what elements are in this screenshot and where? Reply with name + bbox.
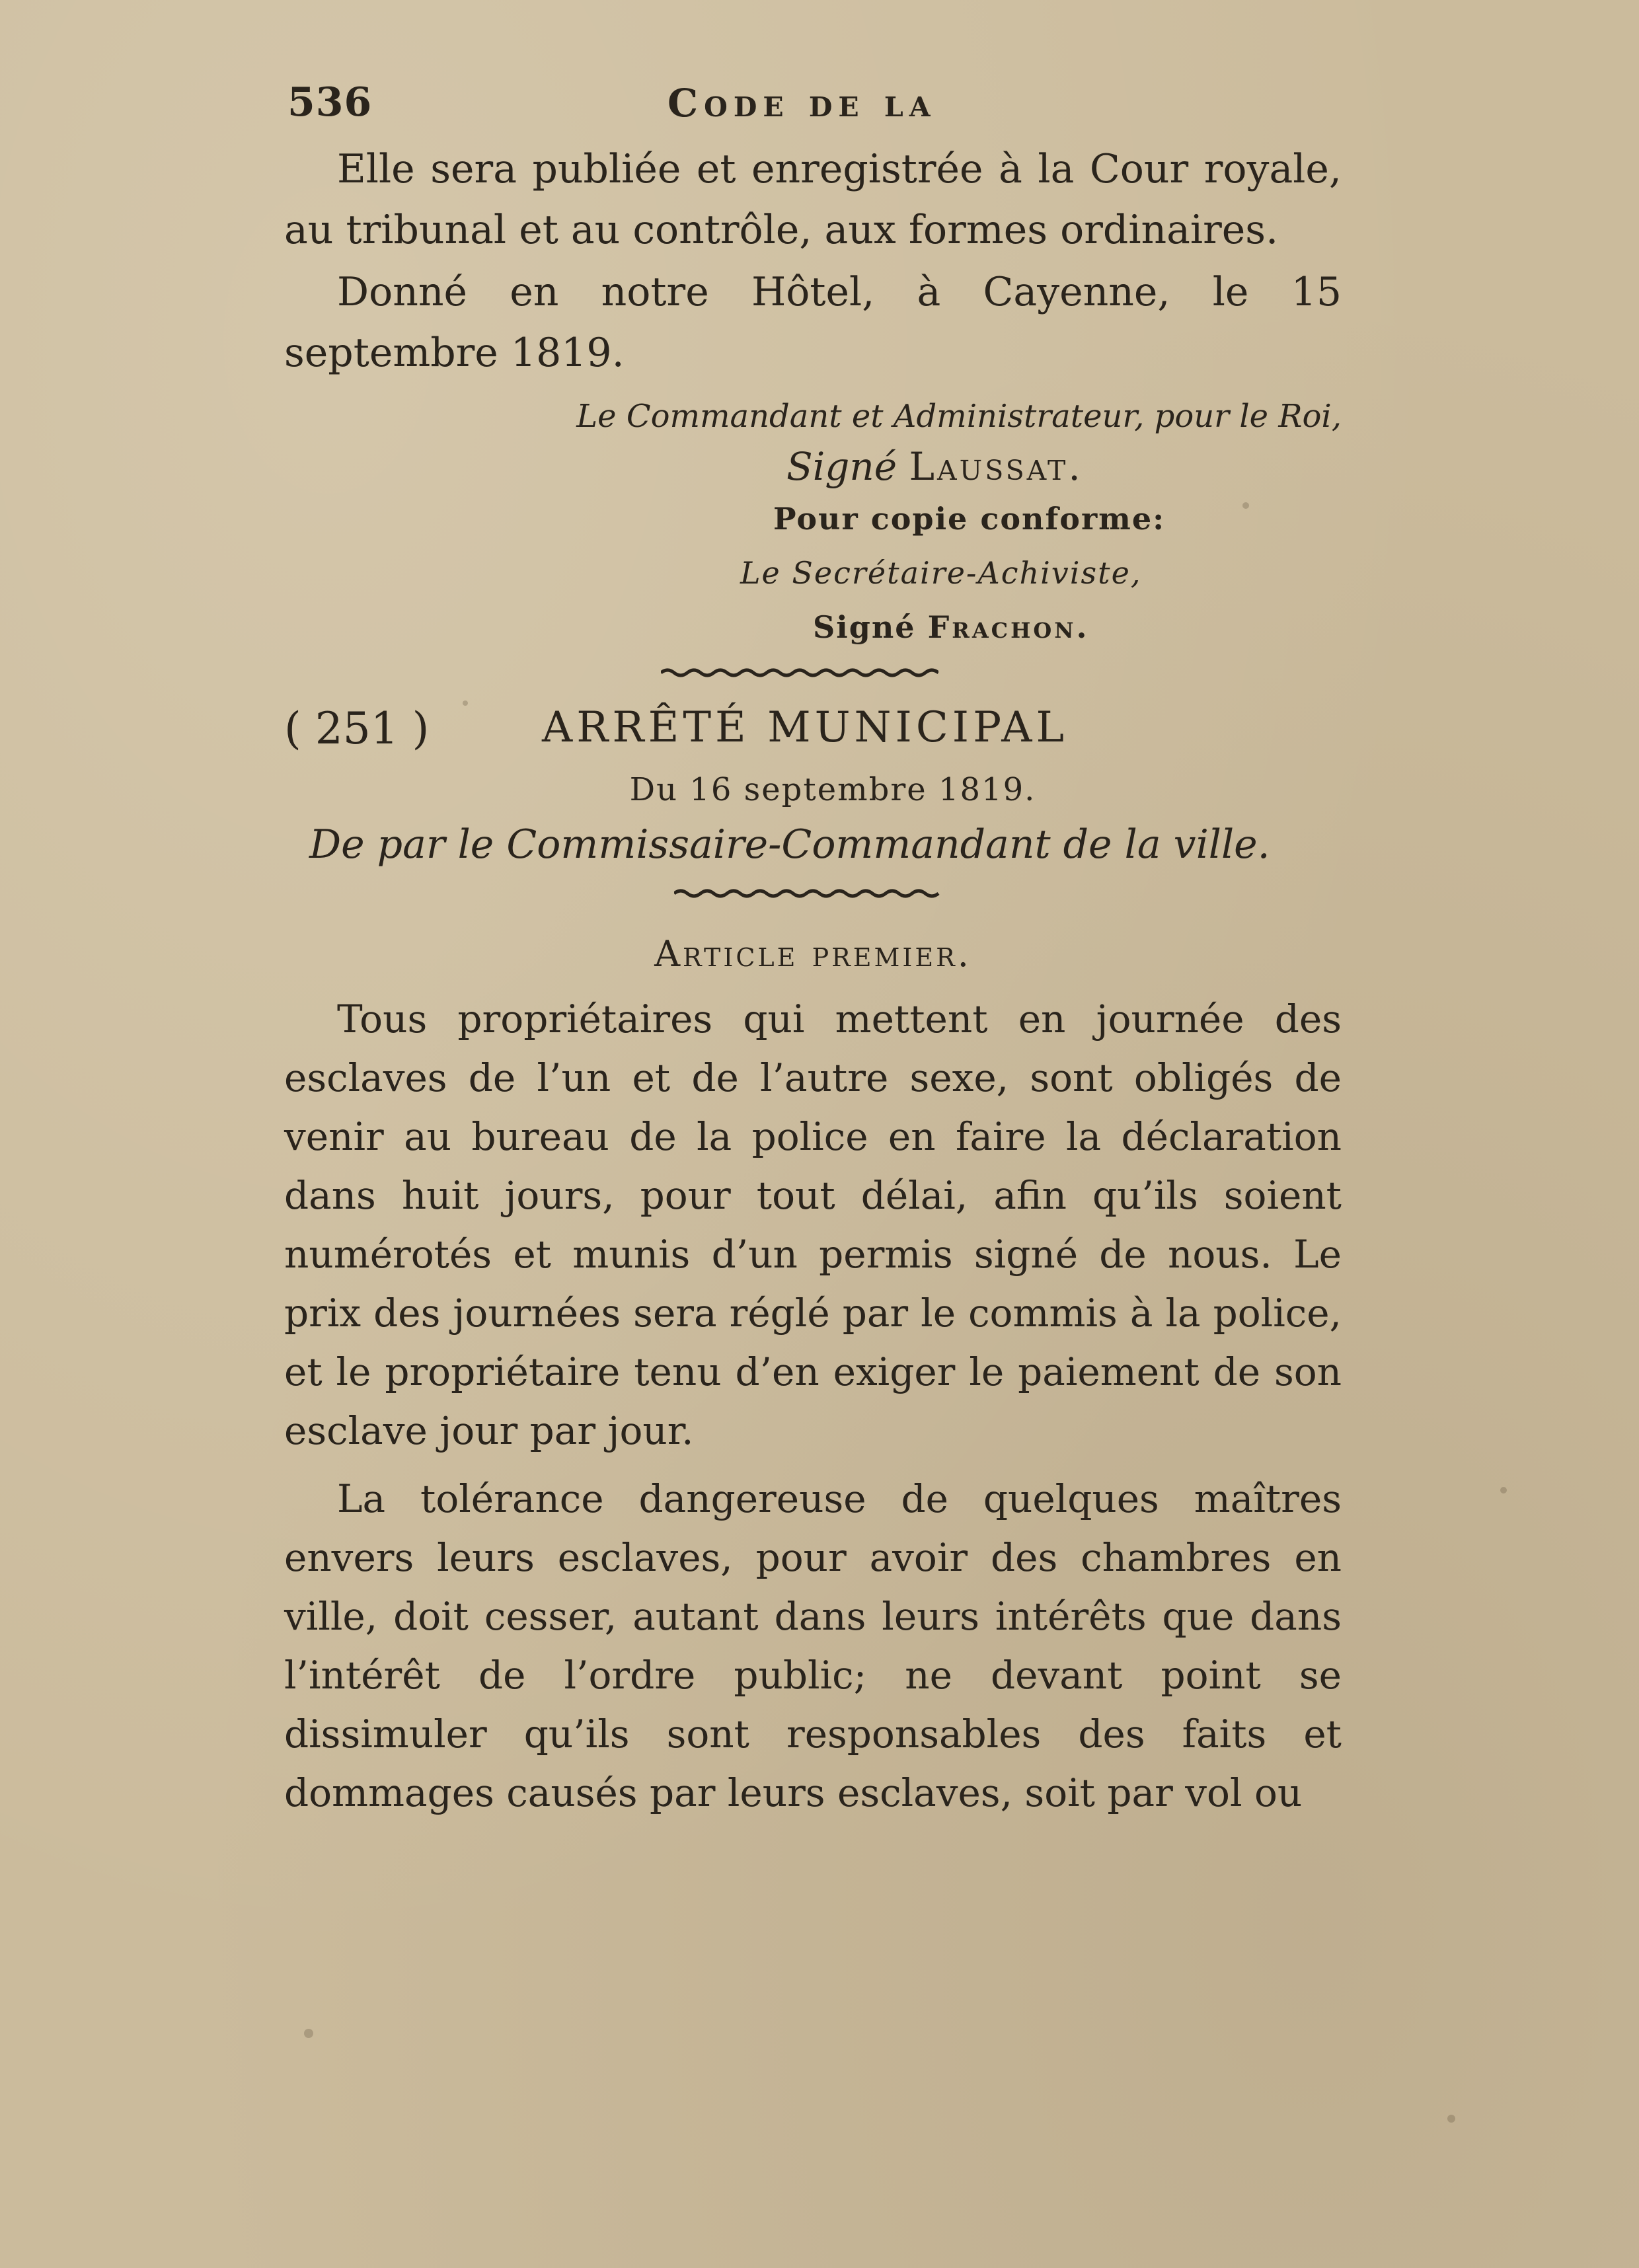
commander-signature bbox=[284, 441, 1342, 492]
page-number: 536 bbox=[287, 79, 373, 126]
section-title: ARRÊTÉ MUNICIPAL bbox=[542, 703, 1068, 752]
page-content bbox=[284, 79, 1342, 1823]
ornament-divider bbox=[284, 654, 1342, 694]
article-paragraph: Tous propriétaires qui mettent en journée des esclaves de l’un et de l’autre sexe, sont obligés de venir au bureau de la police en faire la déclaration dans huit jours, pour tout délai, afin qu’ils soient numérotés et munis d’un permis signé de nous. Le prix des journées sera réglé par le commis à la police, et le propriétaire tenu d’en exiger le paiement de son esclave jour par jour. bbox=[284, 997, 1342, 1453]
paper-spot bbox=[1447, 2115, 1455, 2123]
secretary-signature bbox=[284, 600, 1342, 654]
running-head: Code de la bbox=[667, 81, 936, 126]
page-header bbox=[284, 79, 1342, 139]
authority-line: De par le Commissaire-Commandant de la ville. bbox=[309, 821, 1270, 868]
article-paragraph: La tolérance dangereuse de quelques maîtres envers leurs esclaves, pour avoir des chambres en ville, doit cesser, autant dans leurs intérêts que dans l’intérêt de l’ordre public; ne devant point se dissimuler qu’ils sont responsables des faits et dommages causés par leurs esclaves, soit par vol ou bbox=[284, 1476, 1342, 1815]
dated-paragraph: Donné en notre Hôtel, à Cayenne, le 15 septembre 1819. bbox=[284, 269, 1342, 376]
section-number: ( 251 ) bbox=[284, 703, 430, 754]
commander-title: Le Commandant et Administrateur, pour le Roi, bbox=[576, 398, 1342, 435]
wave-ornament-icon bbox=[661, 666, 938, 679]
wave-ornament-icon bbox=[674, 887, 945, 900]
article-body bbox=[284, 990, 1342, 1823]
secretary-signed-name: Frachon. bbox=[927, 609, 1090, 645]
article-heading: Article premier. bbox=[654, 933, 972, 975]
secretary-title: Le Secrétaire-Achiviste, bbox=[740, 555, 1142, 591]
paper-spot bbox=[304, 2029, 313, 2038]
signature-block bbox=[284, 391, 1342, 654]
copy-conforme-line: Pour copie conforme: bbox=[773, 501, 1166, 537]
section-heading bbox=[284, 699, 1342, 765]
paper-spot bbox=[1500, 1487, 1507, 1493]
signed-name: Laussat. bbox=[909, 444, 1083, 489]
continuation-paragraph: Elle sera publiée et enregistrée à la Cour royale, au tribunal et au contrôle, aux formes ordinaires. bbox=[284, 146, 1342, 253]
section-date: Du 16 septembre 1819. bbox=[629, 771, 1036, 808]
secretary-signed-prefix: Signé bbox=[813, 609, 916, 645]
ornament-divider bbox=[284, 875, 1342, 915]
signed-prefix: Signé bbox=[786, 444, 897, 489]
